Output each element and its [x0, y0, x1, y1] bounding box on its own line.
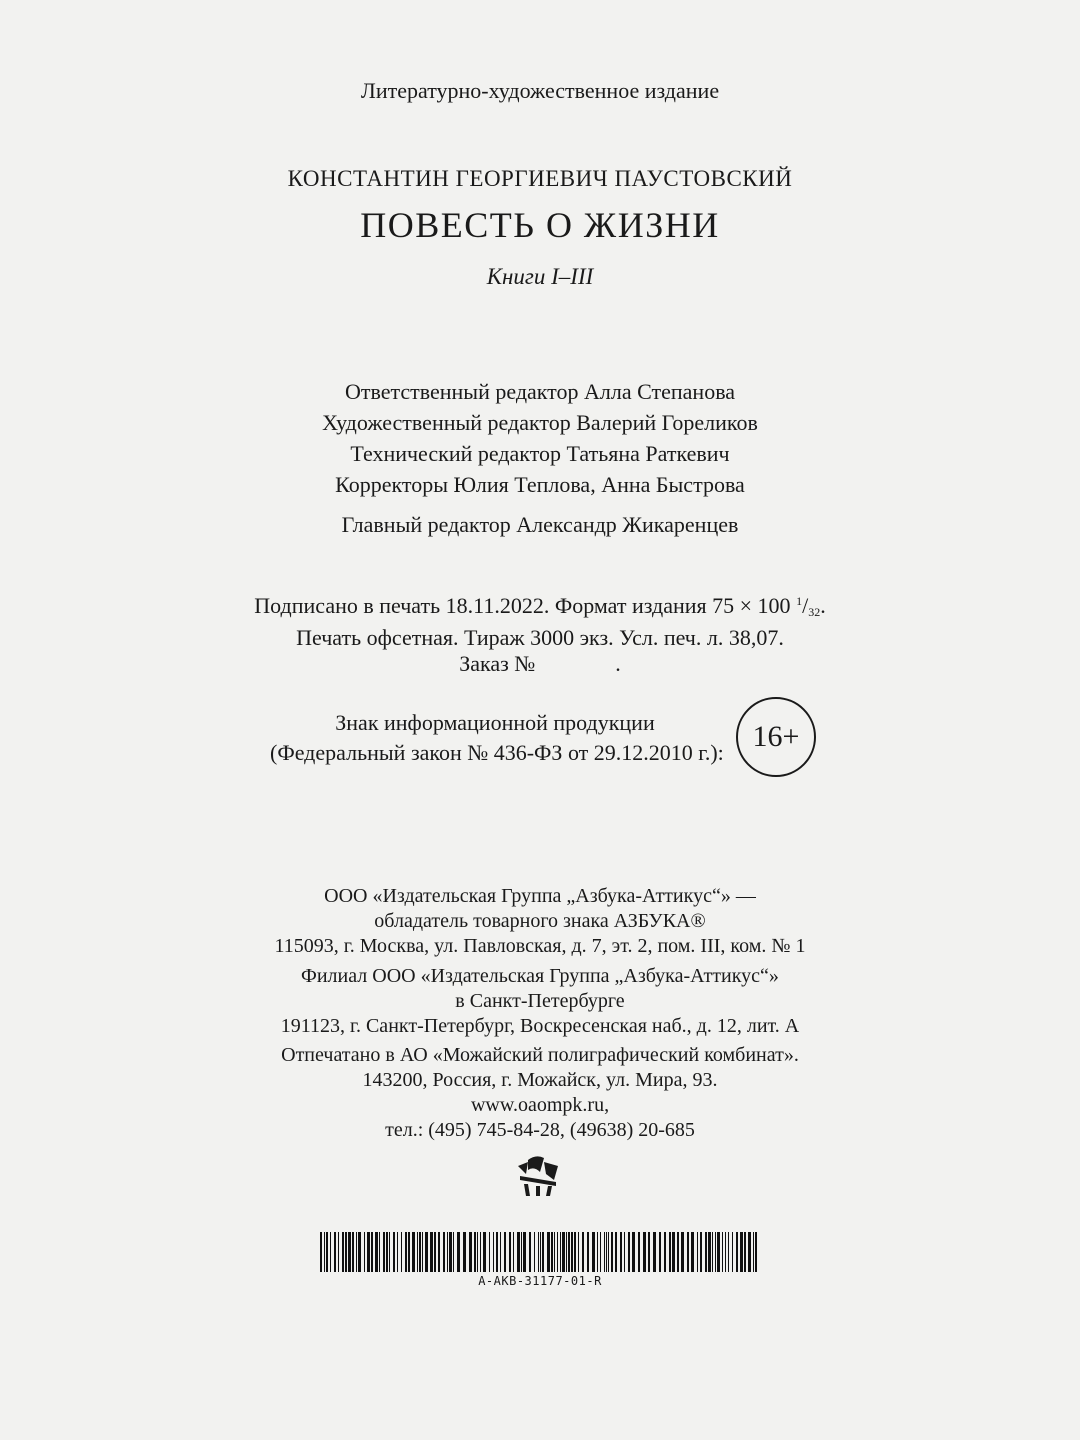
barcode-bar — [397, 1232, 398, 1272]
barcode-bar — [587, 1232, 589, 1272]
barcode-bar — [708, 1232, 711, 1272]
barcode-bar — [348, 1232, 351, 1272]
barcode-bar — [326, 1232, 328, 1272]
barcode-bar — [342, 1232, 344, 1272]
barcode-bar — [417, 1232, 418, 1272]
print-info-line-1 — [0, 588, 1080, 625]
barcode-bar — [748, 1232, 751, 1272]
order-end: . — [615, 651, 621, 676]
barcode-bar — [386, 1232, 388, 1272]
barcode-bar — [405, 1232, 407, 1272]
barcode-bar — [554, 1232, 555, 1272]
publisher-logo-icon — [514, 1152, 566, 1198]
barcode-bar — [449, 1232, 452, 1272]
barcode-bar — [566, 1232, 567, 1272]
barcode-bar — [393, 1232, 395, 1272]
barcode-bar — [521, 1232, 522, 1272]
age-rating-label-line-2: (Федеральный закон № 436-ФЗ от 29.12.2010 г.): — [270, 740, 724, 765]
credit-line: Ответственный редактор Алла Степанова — [344, 379, 736, 404]
barcode-bar — [358, 1232, 361, 1272]
barcode-bar — [632, 1232, 635, 1272]
publisher-block — [0, 884, 1080, 959]
barcode-bar — [489, 1232, 490, 1272]
barcode-bar — [367, 1232, 370, 1272]
barcode-bar — [430, 1232, 433, 1272]
barcode-bar — [379, 1232, 380, 1272]
barcode-bar — [356, 1232, 357, 1272]
barcode-bar — [560, 1232, 561, 1272]
publisher-line: обладатель товарного знака АЗБУКА® — [374, 910, 706, 932]
barcode-bar — [477, 1232, 478, 1272]
barcode-bar — [324, 1232, 325, 1272]
barcode-bar — [712, 1232, 713, 1272]
barcode-bar — [352, 1232, 354, 1272]
credits-block — [0, 376, 1080, 500]
branch-line: 191123, г. Санкт-Петербург, Воскресенская наб., д. 12, лит. А — [280, 1015, 800, 1037]
barcode-bar — [371, 1232, 373, 1272]
printer-block — [0, 1043, 1080, 1143]
barcode-bar — [513, 1232, 514, 1272]
barcode-bar — [611, 1232, 613, 1272]
barcode-bar — [624, 1232, 625, 1272]
barcode-bar — [523, 1232, 526, 1272]
barcode-bar — [422, 1232, 423, 1272]
barcode-bar — [504, 1232, 506, 1272]
barcode-bar — [338, 1232, 339, 1272]
author-name: КОНСТАНТИН ГЕОРГИЕВИЧ ПАУСТОВСКИЙ — [287, 166, 793, 191]
barcode-bar — [638, 1232, 640, 1272]
barcode-bar — [493, 1232, 494, 1272]
print-info — [0, 588, 1080, 677]
barcode-bar — [740, 1232, 743, 1272]
barcode-bar — [408, 1232, 410, 1272]
edition-type: Литературно-художественное издание — [360, 78, 720, 103]
age-rating-label — [270, 708, 724, 768]
barcode-bar — [715, 1232, 716, 1272]
barcode-bar — [755, 1232, 757, 1272]
barcode-bar — [615, 1232, 617, 1272]
barcode-bar — [483, 1232, 486, 1272]
printer-line: Отпечатано в АО «Можайский полиграфический комбинат». — [281, 1044, 799, 1066]
barcode-bar — [434, 1232, 436, 1272]
barcode-bar — [722, 1232, 723, 1272]
branch-block — [0, 964, 1080, 1039]
barcode-bar — [753, 1232, 754, 1272]
barcode-bar — [540, 1232, 541, 1272]
barcode-bar — [457, 1232, 460, 1272]
barcode-bar — [604, 1232, 605, 1272]
credit-line: Художественный редактор Валерий Гореликов — [322, 410, 758, 435]
barcode-bar — [345, 1232, 347, 1272]
barcode-bar — [571, 1232, 573, 1272]
barcode-bar — [687, 1232, 689, 1272]
barcode-bar — [606, 1232, 607, 1272]
barcode-bar — [578, 1232, 579, 1272]
age-rating-value: 16+ — [752, 720, 800, 753]
barcode-bar — [672, 1232, 675, 1272]
printer-line: тел.: (495) 745-84-28, (49638) 20-685 — [385, 1119, 695, 1141]
barcode-bar — [600, 1232, 601, 1272]
barcode-bar — [438, 1232, 440, 1272]
barcode-bar — [681, 1232, 684, 1272]
barcode-code: A-AKB-31177-01-R — [478, 1274, 602, 1288]
print-info-format: Подписано в печать 18.11.2022. Формат издания 75 × 100 — [254, 593, 797, 618]
barcode-bar — [620, 1232, 622, 1272]
barcode-bar — [330, 1232, 331, 1272]
barcode-bar — [697, 1232, 698, 1272]
publisher-line: 115093, г. Москва, ул. Павловская, д. 7, эт. 2, пом. III, ком. № 1 — [274, 935, 806, 957]
print-info-line-1-end: . — [820, 593, 826, 618]
credit-line: Технический редактор Татьяна Раткевич — [350, 441, 730, 466]
barcode-bar — [447, 1232, 448, 1272]
barcode-bar — [597, 1232, 598, 1272]
fraction-slash: / — [802, 593, 809, 618]
print-info-line-2: Печать офсетная. Тираж 3000 экз. Усл. печ. л. 38,07. — [296, 625, 784, 650]
barcode-bar — [529, 1232, 531, 1272]
branch-line: Филиал ООО «Издательская Группа „Азбука-Аттикус“» — [301, 965, 779, 987]
barcode-bar — [383, 1232, 385, 1272]
print-info-line-3 — [0, 651, 1080, 677]
barcode-bar — [574, 1232, 576, 1272]
chief-editor: Главный редактор Александр Жикаренцев — [341, 512, 739, 537]
barcode-bar — [474, 1232, 476, 1272]
barcode-bar — [659, 1232, 661, 1272]
age-rating-label-line-1: Знак информационной продукции — [335, 710, 655, 735]
printer-line: www.oaompk.ru, — [470, 1094, 610, 1116]
barcode-bar — [568, 1232, 570, 1272]
barcode-bar — [419, 1232, 421, 1272]
barcode-bar — [496, 1232, 498, 1272]
barcode-bar — [643, 1232, 646, 1272]
barcode-bar — [592, 1232, 595, 1272]
barcode-bar — [608, 1232, 609, 1272]
barcode-bar — [547, 1232, 550, 1272]
barcode-bar — [463, 1232, 466, 1272]
barcode-bar — [509, 1232, 511, 1272]
barcode-bar — [538, 1232, 539, 1272]
fraction-denominator: 32 — [808, 605, 821, 619]
barcode-bar — [320, 1232, 322, 1272]
barcode-bar — [562, 1232, 565, 1272]
branch-line: в Санкт-Петербурге — [455, 990, 625, 1012]
barcode-bar — [334, 1232, 336, 1272]
age-rating-badge — [736, 697, 816, 777]
barcode-bar — [653, 1232, 656, 1272]
barcode-bar — [534, 1232, 535, 1272]
barcode-bar — [364, 1232, 365, 1272]
barcode-bar — [557, 1232, 558, 1272]
barcode-bar — [551, 1232, 553, 1272]
barcode-bar — [628, 1232, 630, 1272]
barcode-bar — [648, 1232, 650, 1272]
barcode-bar — [725, 1232, 726, 1272]
barcode-bar — [732, 1232, 733, 1272]
fraction-numerator: 1 — [796, 594, 803, 608]
barcode-bar — [700, 1232, 702, 1272]
barcode-bar — [453, 1232, 454, 1272]
order-label: Заказ № — [459, 651, 536, 676]
barcode-bar — [705, 1232, 707, 1272]
barcode-bar — [728, 1232, 729, 1272]
barcode-bar — [717, 1232, 720, 1272]
barcode-bar — [517, 1232, 520, 1272]
barcode-bar — [691, 1232, 694, 1272]
barcode-bar — [443, 1232, 445, 1272]
credit-line: Корректоры Юлия Теплова, Анна Быстрова — [335, 472, 745, 497]
barcode-bar — [389, 1232, 390, 1272]
barcode-bar — [469, 1232, 472, 1272]
book-title: ПОВЕСТЬ О ЖИЗНИ — [360, 205, 720, 245]
barcode-bar — [736, 1232, 738, 1272]
barcode-bar — [412, 1232, 415, 1272]
barcode-bar — [425, 1232, 428, 1272]
barcode — [320, 1232, 760, 1272]
barcode-bar — [744, 1232, 746, 1272]
barcode-bar — [664, 1232, 666, 1272]
book-subtitle: Книги I–III — [486, 264, 594, 289]
barcode-bar — [542, 1232, 544, 1272]
barcode-bar — [480, 1232, 481, 1272]
barcode-bar — [677, 1232, 679, 1272]
barcode-bar — [375, 1232, 378, 1272]
barcode-bar — [500, 1232, 501, 1272]
printer-line: 143200, Россия, г. Можайск, ул. Мира, 93. — [362, 1069, 718, 1091]
barcode-bar — [582, 1232, 584, 1272]
barcode-bar — [401, 1232, 402, 1272]
publisher-line: ООО «Издательская Группа „Азбука-Аттикус“» — — [324, 885, 756, 907]
barcode-bar — [669, 1232, 671, 1272]
